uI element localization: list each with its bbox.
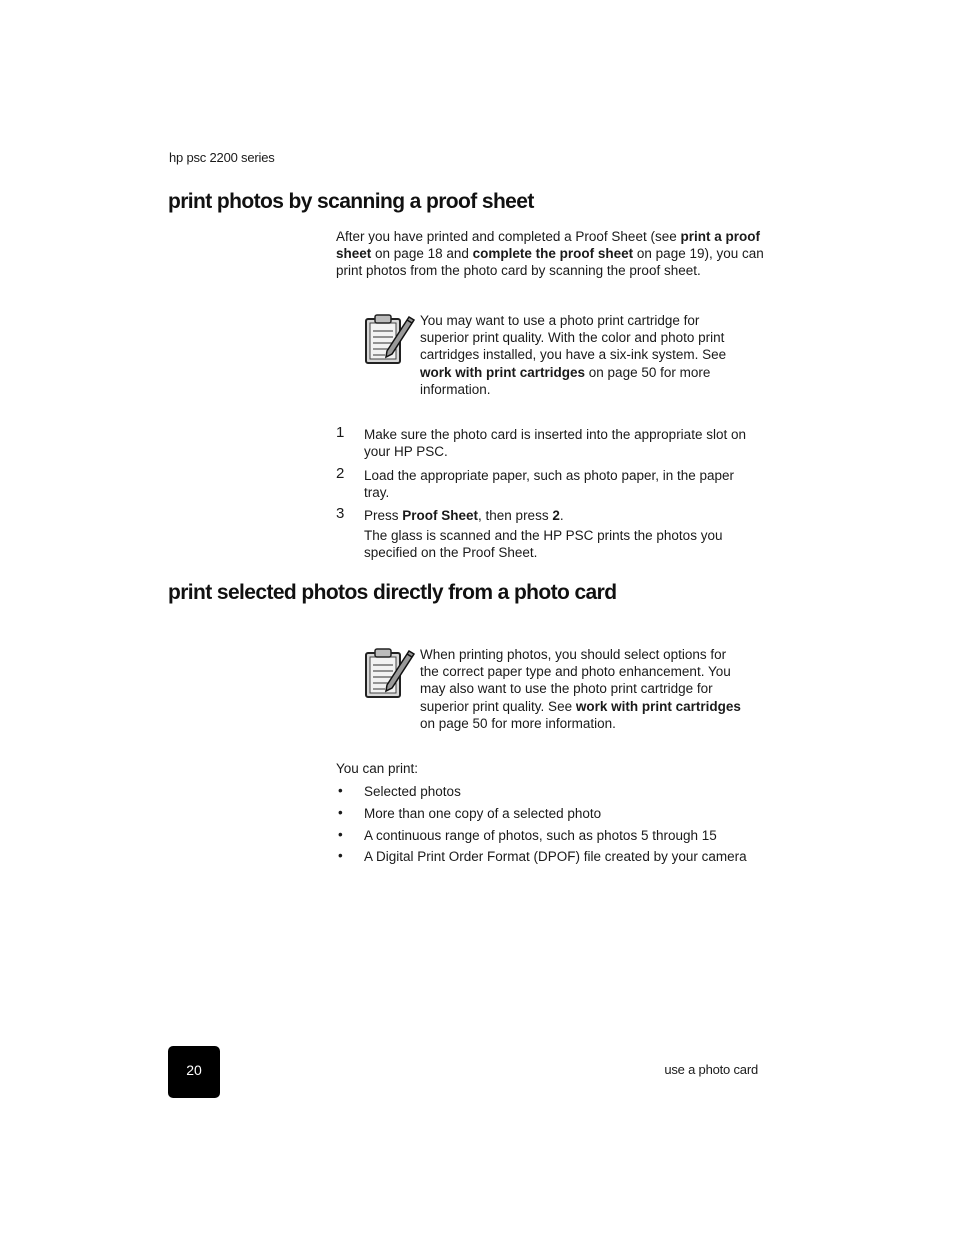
note-text: When printing photos, you should select options for [420,647,727,662]
note-text: superior print quality. See [420,698,576,714]
step-text [364,507,759,562]
section-heading-print-selected: print selected photos directly from a photo card [168,581,617,604]
step-line: , then press [478,508,553,523]
step-text [364,467,759,501]
notepad-pencil-icon [363,645,415,701]
key-2: 2 [552,508,560,523]
page-number-badge [168,1046,220,1098]
xref-work-with-print-cartridges[interactable]: work with print cartridges [575,698,741,714]
step-number: 3 [336,505,345,522]
note-box [420,646,740,732]
list-item: Selected photos [364,784,461,799]
step-result: specified on the Proof Sheet. [364,545,538,561]
xref-complete-the-proof-sheet[interactable]: complete the proof sheet [472,246,634,262]
bullet-marker: • [338,848,343,863]
step-line: . [559,508,564,523]
note-text: may also want to use the photo print cartridge for [420,681,713,697]
step-line: tray. [364,485,390,501]
page-number: 20 [186,1062,202,1078]
xref-print-a-proof-sheet-cont[interactable]: sheet [336,246,372,262]
intro-text: print photos from the photo card by scanning the proof sheet. [336,263,701,279]
note-text: the correct paper type and photo enhancement. You [420,664,731,680]
key-proof-sheet: Proof Sheet [402,508,479,523]
step-line: your HP PSC. [364,444,448,460]
list-item: A Digital Print Order Format (DPOF) file created by your camera [364,849,747,864]
footer-chapter-title: use a photo card [664,1062,758,1077]
bullet-marker: • [338,805,343,820]
list-item: More than one copy of a selected photo [364,806,602,821]
step-number: 2 [336,465,345,482]
intro-text: on page 18 and [371,246,473,262]
bullet-marker: • [338,783,343,798]
running-header: hp psc 2200 series [169,150,275,165]
bullet-marker: • [338,827,343,842]
note-text: on page 50 for more [585,364,711,380]
step-text [364,426,759,460]
step-result: The glass is scanned and the HP PSC prints the photos you [364,528,723,544]
step-line: Press [364,508,403,523]
xref-work-with-print-cartridges[interactable]: work with print cartridges [420,364,586,380]
list-intro: You can print: [336,761,419,776]
intro-text: on page 19), you can [633,246,764,262]
note-text: information. [420,381,491,397]
note-text: superior print quality. With the color and photo print [420,330,725,346]
step-number: 1 [336,424,345,441]
xref-print-a-proof-sheet[interactable]: print a proof [680,229,760,244]
list-item: A continuous range of photos, such as photos 5 through 15 [364,828,717,843]
intro-text: After you have printed and completed a Proof Sheet (see [336,229,681,244]
notepad-pencil-icon [363,311,415,367]
note-text: You may want to use a photo print cartridge for [420,313,700,328]
note-box [420,312,740,398]
note-text: on page 50 for more information. [420,715,616,731]
intro-paragraph [336,228,766,280]
section-heading-proof-sheet: print photos by scanning a proof sheet [168,190,534,213]
step-line: Make sure the photo card is inserted into the appropriate slot on [364,427,746,442]
step-line: Load the appropriate paper, such as photo paper, in the paper [364,468,735,483]
note-text: cartridges installed, you have a six-ink system. See [420,347,727,363]
